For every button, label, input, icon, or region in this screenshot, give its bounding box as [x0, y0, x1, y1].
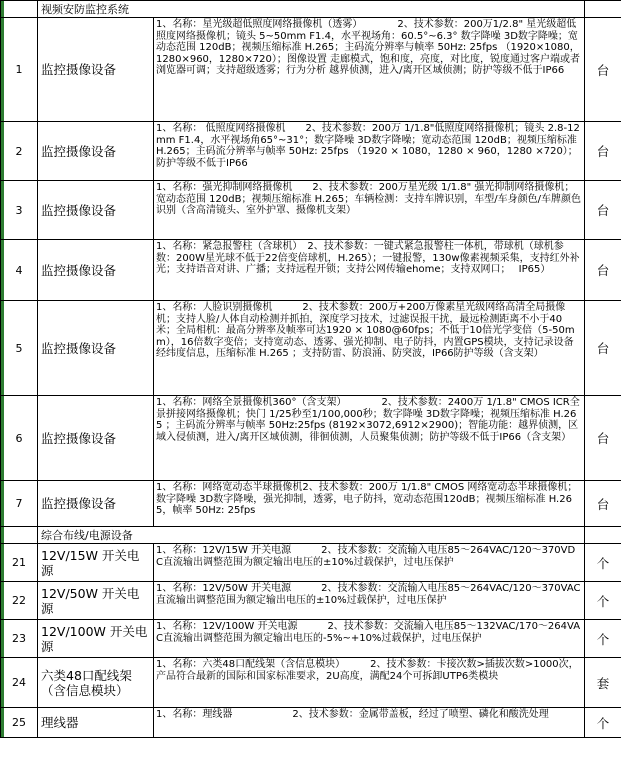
item-unit: 台 [585, 122, 621, 181]
item-unit: 台 [585, 301, 621, 396]
item-spec: 1、名称：强光抑制网络摄像机 2、技术参数：200万星光级 1/1.8" 强光抑制网络摄像机；宽动态范围 120dB；视频压缩标准 H.265；车辆检测：支持车牌识别，车型/车身颜色/车牌颜色识别（含高清镜头、室外护罩、摄像机支架） [154, 181, 585, 240]
item-unit: 个 [585, 544, 621, 582]
item-spec: 1、名称：人脸识别摄像机 2、技术参数：200万+200万像素星光级网络高清全局摄像机；支持人脸/人体自动检测并抓拍，深度学习技术，过滤误报干扰，最远检测距离不小于40米；全局相机：最高分辨率及帧率可达1920 × 1080@60fps；不低于10倍光学变倍（5-50mm），16倍数字变倍；支持宽动态、透雾、强光抑制、电子防抖，内置GPS模块，支持记录设备经纬度信息，压缩标准 H.265 ；支持防雷、防浪涌、防突波，IP66防护等级（含支架） [154, 301, 585, 396]
item-unit: 台 [585, 18, 621, 122]
item-spec: 1、名称：网络宽动态半球摄像机2、技术参数：200万 1/1.8" CMOS 网络宽动态半球摄像机；数字降噪 3D数字降噪，强光抑制，透雾，电子防抖，宽动态范围120dB；视频压缩标准 H.265，帧率 50Hz: 25fps [154, 481, 585, 527]
item-name: 12V/100W 开关电源 [38, 620, 154, 658]
row-number: 23 [1, 620, 38, 658]
row-number: 1 [1, 18, 38, 122]
item-spec: 1、名称：网络全景摄像机360°（含支架） 2、技术参数：2400万 1/1.8" CMOS ICR全景拼接网络摄像机；快门 1/25秒至1/100,000秒；数字降噪 3D数字降噪；视频压缩标准 H.265 ；主码流分辨率与帧率 50Hz:25fps (8192×3072,6912×2900)；智能功能：越界侦测，区域入侵侦测，进入/离开区域侦测，徘徊侦测，人员聚集侦测；防护等级不低于IP66（含支架） [154, 396, 585, 481]
item-name: 监控摄像设备 [38, 122, 154, 181]
table-row [1, 708, 621, 738]
section-row-video [1, 1, 621, 18]
table-row [1, 181, 621, 240]
item-name: 12V/15W 开关电源 [38, 544, 154, 582]
item-unit: 套 [585, 658, 621, 708]
item-name: 监控摄像设备 [38, 301, 154, 396]
section-row-cabling [1, 527, 621, 544]
item-unit: 个 [585, 708, 621, 738]
item-spec: 1、名称： 低照度网络摄像机 2、技术参数：200万 1/1.8"低照度网络摄像机；镜头 2.8-12mm F1.4，水平视场角65°~31°；数字降噪 3D数字降噪；宽动态范围 120dB；视频压缩标准 H.265；主码流分辨率与帧率 50Hz: 25fps （1920 × 1080，1280 × 960，1280 ×720）；防护等级不低于IP66 [154, 122, 585, 181]
table-row [1, 301, 621, 396]
table-row [1, 122, 621, 181]
item-unit: 个 [585, 620, 621, 658]
item-name: 监控摄像设备 [38, 18, 154, 122]
item-unit: 台 [585, 396, 621, 481]
section-title-video: 视频安防监控系统 [38, 1, 585, 18]
item-name: 监控摄像设备 [38, 181, 154, 240]
item-name: 监控摄像设备 [38, 240, 154, 301]
table-row [1, 620, 621, 658]
item-spec: 1、名称：星光级超低照度网络摄像机（透雾） 2、技术参数：200万1/2.8" 星光级超低照度网络摄像机；镜头 5~50mm F1.4，水平视场角：60.5°~6.3° 数字降噪 3D数字降噪；宽动态范围 120dB；视频压缩标准 H.265；主码流分辨率与帧率 50Hz: 25fps （1920×1080，1280×960，1280×720）；图像设置 走廊模式，饱和度，亮度，对比度，锐度通过客户端或者浏览器可调；支持超级透雾；行为分析 越界侦测，进入/离开区域侦测；防护等级不低于IP66 [154, 18, 585, 122]
item-spec: 1、名称：六类48口配线架（含信息模块） 2、技术参数：卡接次数>插拔次数>1000次，产品符合最新的国际和国家标准要求，2U高度，满配24个可拆卸UTP6类模块 [154, 658, 585, 708]
row-number: 5 [1, 301, 38, 396]
table-row [1, 18, 621, 122]
row-number: 22 [1, 582, 38, 620]
item-unit: 台 [585, 240, 621, 301]
item-name: 监控摄像设备 [38, 396, 154, 481]
item-spec: 1、名称：12V/100W 开关电源 2、技术参数：交流输入电压85～132VAC/170～264VAC直流输出调整范围为额定输出电压的-5%~+10%过载保护，过电压保护 [154, 620, 585, 658]
row-number: 3 [1, 181, 38, 240]
row-number: 25 [1, 708, 38, 738]
row-number: 24 [1, 658, 38, 708]
item-spec: 1、名称：紧急报警柱（含球机） 2、技术参数：一键式紧急报警柱一体机，带球机（球机参数：200W星光球不低于22倍变倍球机，H.265）；一键报警，130w像素视频采集，支持红外补光；支持语音对讲、广播；支持远程开锁；支持公网传输ehome；支持双网口； IP65） [154, 240, 585, 301]
row-number: 4 [1, 240, 38, 301]
item-name: 12V/50W 开关电源 [38, 582, 154, 620]
item-spec: 1、名称：理线器 2、技术参数：金属带盖板，经过了喷塑、磷化和酸洗处理 [154, 708, 585, 738]
row-number: 21 [1, 544, 38, 582]
item-spec: 1、名称：12V/15W 开关电源 2、技术参数：交流输入电压85～264VAC/120～370VDC直流输出调整范围为额定输出电压的±10%过载保护，过电压保护 [154, 544, 585, 582]
section-title-cabling: 综合布线/电源设备 [38, 527, 585, 544]
item-name: 六类48口配线架（含信息模块） [38, 658, 154, 708]
row-number: 7 [1, 481, 38, 527]
table-row [1, 481, 621, 527]
item-unit: 个 [585, 582, 621, 620]
item-name: 理线器 [38, 708, 154, 738]
item-unit: 台 [585, 181, 621, 240]
table-row [1, 658, 621, 708]
row-number: 6 [1, 396, 38, 481]
item-unit: 台 [585, 481, 621, 527]
item-name: 监控摄像设备 [38, 481, 154, 527]
table-row [1, 582, 621, 620]
table-row [1, 240, 621, 301]
item-spec: 1、名称：12V/50W 开关电源 2、技术参数：交流输入电压85～264VAC/120～370VAC直流输出调整范围为额定输出电压的±10%过载保护，过电压保护 [154, 582, 585, 620]
table-row [1, 396, 621, 481]
table-row [1, 544, 621, 582]
row-number: 2 [1, 122, 38, 181]
